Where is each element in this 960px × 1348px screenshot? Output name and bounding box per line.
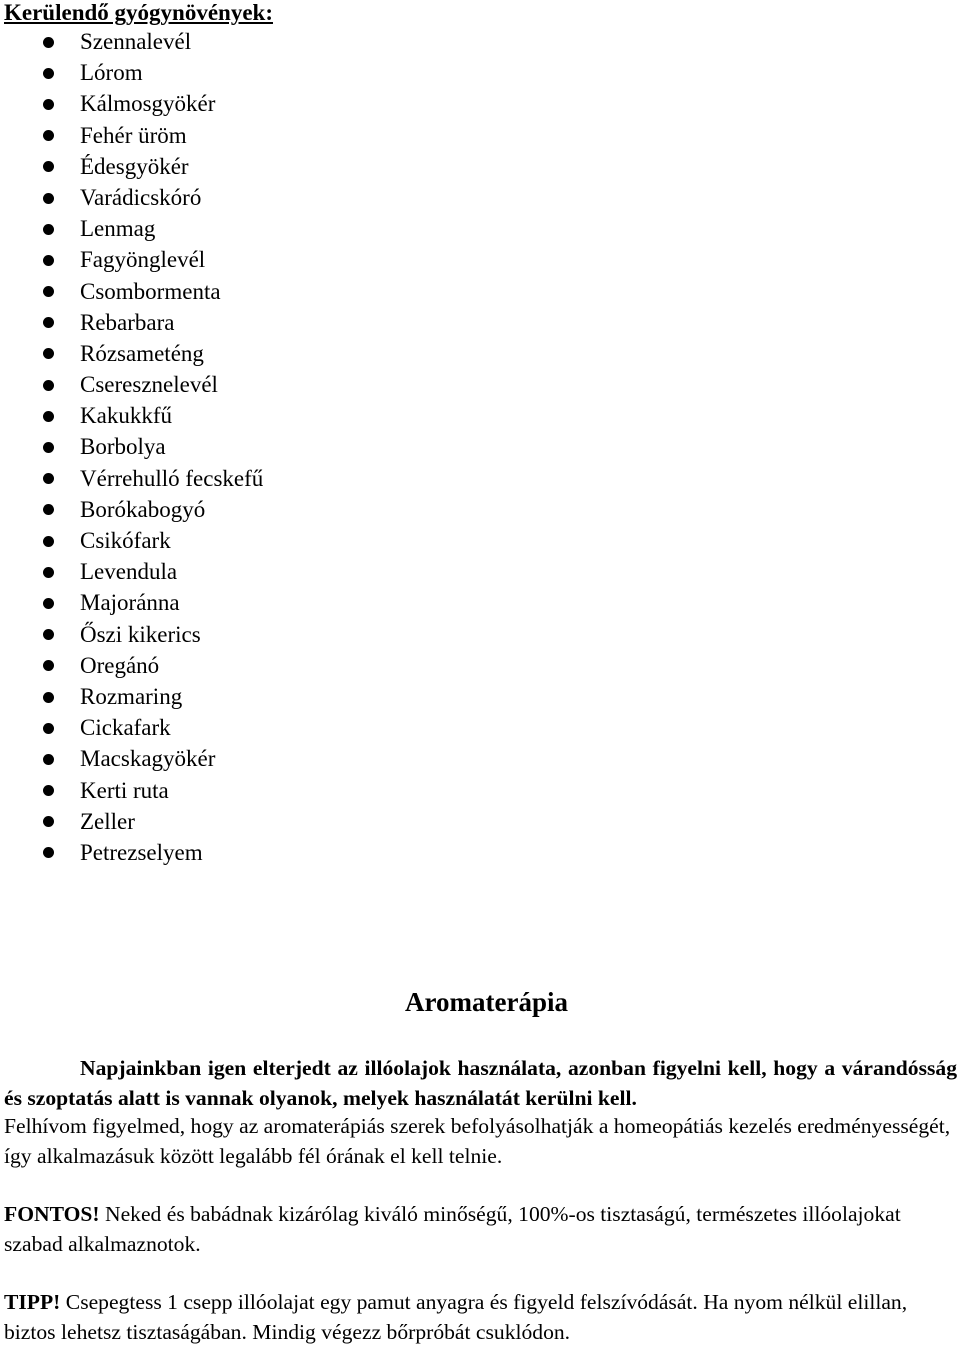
herb-name: Kálmosgyökér: [80, 91, 216, 117]
tip-text: Csepegtess 1 csepp illóolajat egy pamut anyagra és figyeld felszívódását. Ha nyom nélkül elillan, biztos lehetsz tisztaságában. Mindig végezz bőrpróbát csuklódon.: [4, 1290, 908, 1344]
herb-name: Rebarbara: [80, 309, 175, 335]
bullet-icon: [43, 692, 54, 703]
list-item: [0, 431, 263, 462]
bullet-icon: [43, 816, 54, 827]
herb-name: Fehér üröm: [80, 122, 187, 148]
list-item: [0, 463, 263, 494]
list-item: [0, 307, 263, 338]
bullet-icon: [43, 411, 54, 422]
bullet-icon: [43, 660, 54, 671]
bullet-icon: [43, 99, 54, 110]
bullet-icon: [43, 847, 54, 858]
herb-name: Cseresznelevél: [80, 372, 218, 398]
list-item: [0, 650, 263, 681]
aromatherapy-title: Aromaterápia: [405, 987, 568, 1017]
bullet-icon: [43, 442, 54, 453]
list-item: [0, 213, 263, 244]
herb-name: Kakukkfű: [80, 403, 172, 429]
herb-name: Zeller: [80, 808, 135, 834]
herb-name: Lórom: [80, 60, 143, 86]
list-item: [0, 26, 263, 57]
important-label: FONTOS!: [4, 1202, 100, 1226]
bullet-icon: [43, 629, 54, 640]
bullet-icon: [43, 536, 54, 547]
list-item: [0, 244, 263, 275]
list-item: [0, 556, 263, 587]
list-item: [0, 525, 263, 556]
herb-name: Rozmaring: [80, 683, 183, 709]
list-item: [0, 88, 263, 119]
herb-name: Csikófark: [80, 528, 171, 553]
list-item: [0, 57, 263, 88]
list-item: [0, 276, 263, 307]
bullet-icon: [43, 567, 54, 578]
list-item: [0, 775, 263, 806]
important-text: Neked és babádnak kizárólag kiváló minőségű, 100%-os tisztaságú, természetes illóolajokat szabad alkalmaznotok.: [4, 1202, 901, 1256]
bullet-icon: [43, 161, 54, 172]
bullet-icon: [43, 380, 54, 391]
bullet-icon: [43, 723, 54, 734]
herb-name: Rózsameténg: [80, 340, 204, 366]
list-item: [0, 151, 263, 182]
bullet-icon: [43, 754, 54, 765]
herb-name: Szennalevél: [80, 29, 192, 54]
list-item: [0, 338, 263, 369]
list-item: [0, 587, 263, 618]
list-item: [0, 712, 263, 743]
bullet-icon: [43, 130, 54, 141]
bullet-icon: [43, 504, 54, 515]
herb-name: Őszi kikerics: [80, 621, 201, 647]
homeopathy-notice: Felhívom figyelmed, hogy az aromaterápiás szerek befolyásolhatják a homeopátiás kezelés eredményességét, így alkalmazásuk között legalább fél órának el kell telnie.: [4, 1114, 951, 1168]
list-item: [0, 806, 263, 837]
herb-name: Borókabogyó: [80, 496, 206, 522]
bullet-icon: [43, 255, 54, 266]
list-item: [0, 743, 263, 774]
herb-name: Cickafark: [80, 715, 171, 741]
section-heading-avoid-herbs: Kerülendő gyógynövények:: [4, 0, 273, 25]
list-item: [0, 400, 263, 431]
tip-label: TIPP!: [4, 1290, 61, 1314]
list-item: [0, 837, 263, 868]
list-item: [0, 494, 263, 525]
aromatherapy-intro: Napjainkban igen elterjedt az illóolajok használata, azonban figyelni kell, hogy a várandósság és szoptatás alatt is vannak olyanok, melyek használatát kerülni kell.: [4, 1056, 957, 1110]
bullet-icon: [43, 317, 54, 328]
list-item: [0, 619, 263, 650]
herb-name: Borbolya: [80, 434, 166, 460]
bullet-icon: [43, 473, 54, 484]
herb-name: Lenmag: [80, 216, 156, 242]
herb-name: Oregánó: [80, 652, 160, 678]
herb-name: Macskagyökér: [80, 746, 216, 772]
bullet-icon: [43, 37, 54, 48]
bullet-icon: [43, 68, 54, 79]
bullet-icon: [43, 785, 54, 796]
list-item: [0, 120, 263, 151]
bullet-icon: [43, 598, 54, 609]
list-item: [0, 681, 263, 712]
bullet-icon: [43, 286, 54, 297]
herb-name: Petrezselyem: [80, 839, 203, 865]
herb-name: Édesgyökér: [80, 153, 189, 179]
herb-name: Fagyönglevél: [80, 247, 206, 273]
bullet-icon: [43, 224, 54, 235]
list-item: [0, 182, 263, 213]
herb-name: Kerti ruta: [80, 777, 169, 803]
bullet-icon: [43, 193, 54, 204]
tip-note: [4, 1288, 957, 1347]
herb-name: Vérrehulló fecskefű: [80, 465, 264, 491]
bullet-icon: [43, 348, 54, 359]
herb-name: Csombormenta: [80, 278, 221, 304]
list-item: [0, 369, 263, 400]
herb-name: Varádicskóró: [80, 184, 202, 210]
herb-list: [0, 26, 263, 868]
herb-name: Majoránna: [80, 590, 180, 616]
important-note: [4, 1200, 957, 1259]
herb-name: Levendula: [80, 559, 178, 585]
